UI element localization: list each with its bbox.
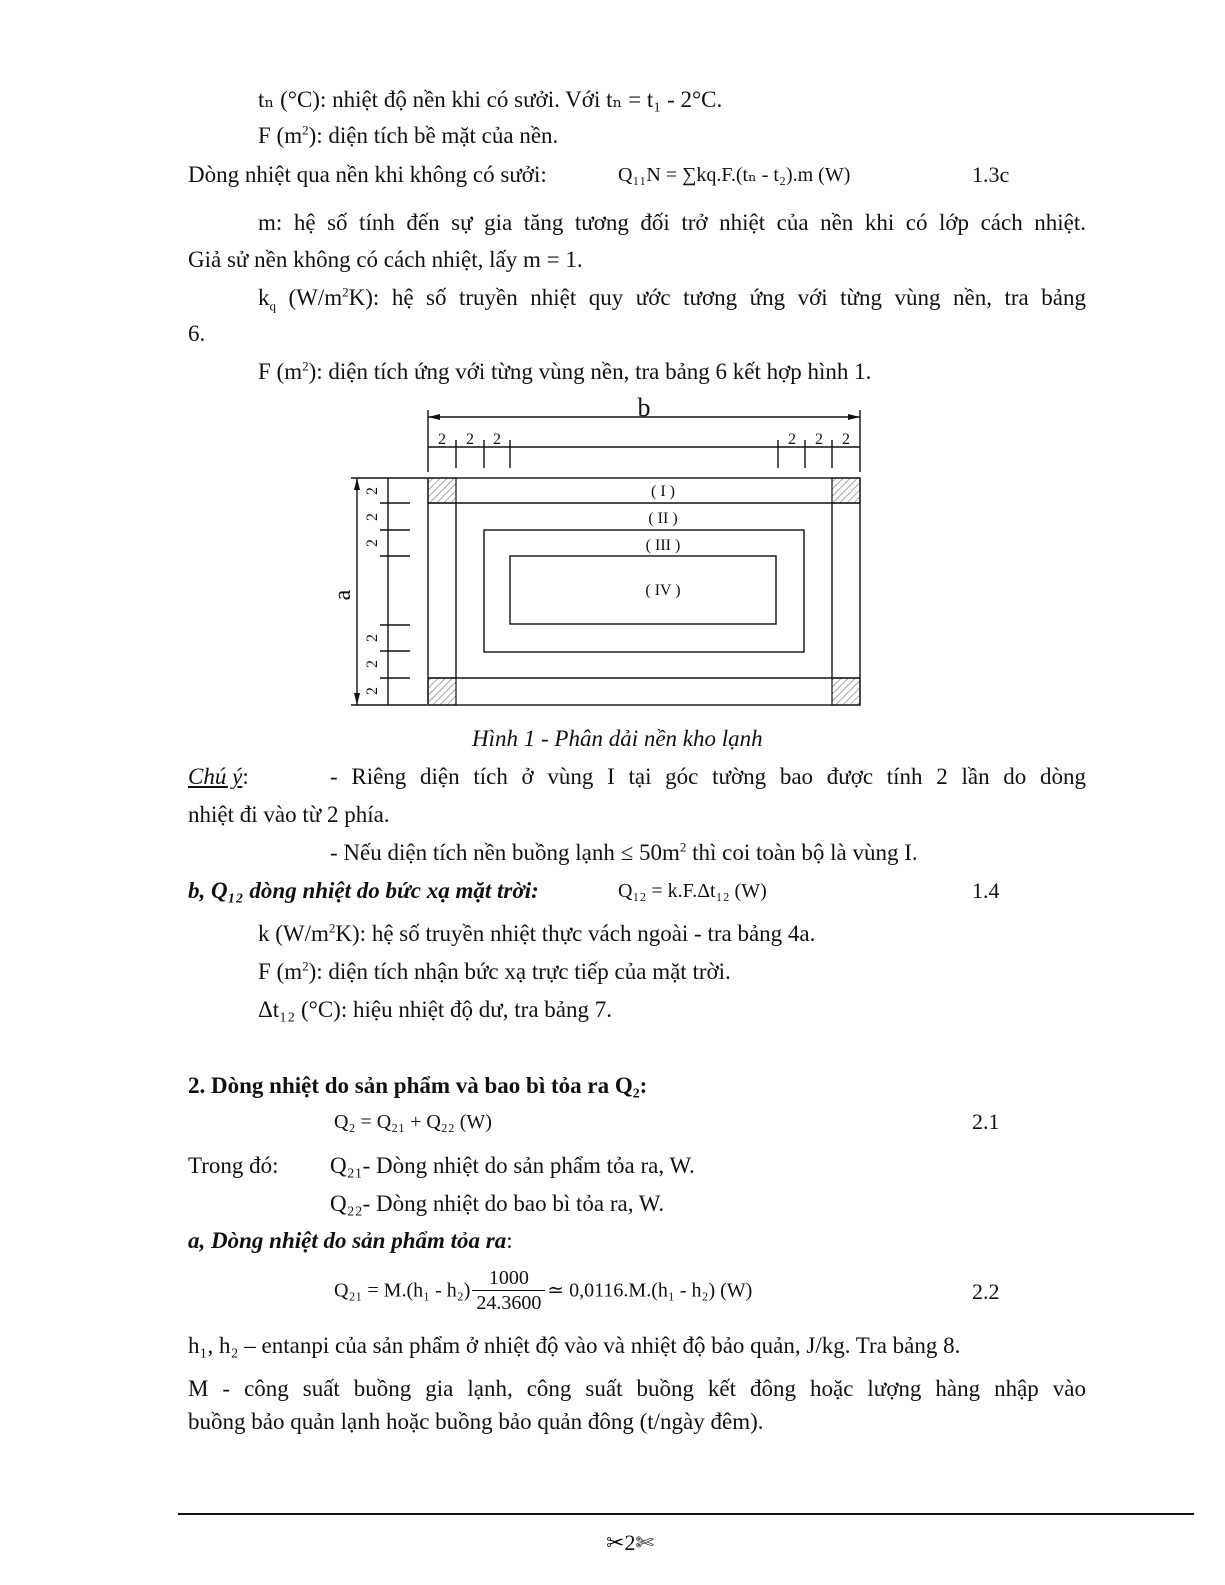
note-item-1-cont: nhiệt đi vào từ 2 phía. bbox=[188, 802, 390, 827]
figure-caption: Hình 1 - Phân dải nền kho lạnh bbox=[472, 726, 763, 751]
f-surface-sup: 2 bbox=[302, 122, 309, 138]
dim-left-6: 2 bbox=[364, 687, 381, 695]
dim-top-6: 2 bbox=[842, 431, 850, 448]
f-rad-a: F (m bbox=[258, 959, 303, 984]
q11n-equation: Q₁₁N = ∑kq.F.(tₙ - t₂).m (W) bbox=[618, 164, 851, 186]
k-b: K): hệ số truyền nhiệt thực vách ngoài - tra bảng 4a. bbox=[335, 921, 816, 946]
m-assumption: Giả sử nền không có cách nhiệt, lấy m = 1. bbox=[188, 247, 583, 272]
f-surface-a: F (m bbox=[258, 123, 303, 148]
tn-definition: tₙ (°C): nhiệt độ nền khi có sưởi. Với tₙ = t₁ - 2°C. bbox=[258, 87, 723, 112]
zone-iii-boundary bbox=[484, 530, 804, 652]
m-capacity-definition-cont: buồng bảo quản lạnh hoặc buồng bảo quản đông (t/ngày đêm). bbox=[188, 1409, 764, 1434]
subsection-b-heading: b, Q₁₂ dòng nhiệt do bức xạ mặt trời: bbox=[188, 878, 539, 903]
kq-c: K): hệ số truyền nhiệt quy ước tương ứng với từng vùng nền, tra bảng bbox=[348, 285, 1086, 310]
eq-number-1-3c: 1.3c bbox=[972, 162, 1010, 187]
dim-top-1: 2 bbox=[438, 431, 446, 448]
subsection-a-heading-line bbox=[188, 1229, 513, 1252]
q2-equation: Q₂ = Q₂₁ + Q₂₂ (W) bbox=[334, 1111, 492, 1133]
f-zone-a: F (m bbox=[258, 359, 303, 384]
section-2-heading: 2. Dòng nhiệt do sản phẩm và bao bì tỏa ra Q₂: bbox=[188, 1073, 648, 1098]
corner-hatch-bl bbox=[428, 678, 456, 705]
zone-iv-boundary bbox=[510, 556, 776, 624]
kq-definition bbox=[258, 284, 1086, 314]
zone-label-i: ( I ) bbox=[651, 483, 675, 500]
arrow-top-a bbox=[354, 478, 360, 490]
dim-left-2: 2 bbox=[364, 513, 381, 521]
dim-left-4: 2 bbox=[364, 634, 381, 642]
note2-b: thì coi toàn bộ là vùng I. bbox=[686, 840, 918, 865]
note2-a: - Nếu diện tích nền buồng lạnh ≤ 50m bbox=[330, 840, 680, 865]
note-colon: : bbox=[242, 764, 249, 789]
page-number: 2 bbox=[624, 1530, 636, 1555]
label-a: a bbox=[330, 589, 356, 601]
f-surface-b: ): diện tích bề mặt của nền. bbox=[308, 123, 559, 148]
q11n-text: Dòng nhiệt qua nền khi không có sưởi: bbox=[188, 162, 547, 187]
dt12-definition: Δt₁₂ (°C): hiệu nhiệt độ dư, tra bảng 7. bbox=[258, 997, 612, 1022]
dim-left-1: 2 bbox=[364, 487, 381, 495]
f-rad-sup: 2 bbox=[302, 958, 309, 974]
k-definition bbox=[258, 922, 815, 945]
dim-top-5: 2 bbox=[815, 431, 823, 448]
zone-label-iii: ( III ) bbox=[645, 537, 681, 554]
f-rad-b: ): diện tích nhận bức xạ trực tiếp của mặt trời. bbox=[308, 959, 731, 984]
arrow-left-b bbox=[428, 414, 440, 420]
subsection-a-heading: a, Dòng nhiệt do sản phẩm tỏa ra bbox=[188, 1228, 507, 1253]
kq-b: (W/m bbox=[276, 285, 343, 310]
kq-a: k bbox=[258, 285, 270, 310]
f-zone-line bbox=[258, 360, 871, 383]
note-label-line bbox=[188, 765, 249, 788]
kq-definition-cont: 6. bbox=[188, 321, 206, 346]
floor-zone-diagram bbox=[330, 390, 875, 720]
kq-sup: 2 bbox=[342, 284, 349, 300]
q22-definition: Q₂₂- Dòng nhiệt do bao bì tỏa ra, W. bbox=[330, 1191, 665, 1216]
outer-wall bbox=[428, 478, 860, 705]
q21-eq-right: ≃ 0,0116.M.(h₁ - h₂) (W) bbox=[547, 1279, 753, 1302]
dim-left-5: 2 bbox=[364, 660, 381, 668]
m-capacity-definition: M - công suất buồng gia lạnh, công suất buồng kết đông hoặc lượng hàng nhập vào bbox=[188, 1376, 1086, 1401]
footer-right-ornament: ✄ bbox=[635, 1530, 654, 1555]
enthalpy-definition: h₁, h₂ – entanpi của sản phẩm ở nhiệt độ vào và nhiệt độ bảo quản, J/kg. Tra bảng 8. bbox=[188, 1333, 961, 1358]
subsection-a-colon: : bbox=[506, 1228, 513, 1253]
dim-left-3: 2 bbox=[364, 539, 381, 547]
m-definition: m: hệ số tính đến sự gia tăng tương đối trở nhiệt của nền khi có lớp cách nhiệt. bbox=[258, 210, 1086, 235]
label-b: b bbox=[637, 393, 651, 422]
zone-label-iv: ( IV ) bbox=[645, 582, 681, 599]
corner-hatch-br bbox=[832, 678, 860, 705]
f-surface-line bbox=[258, 124, 558, 147]
q21-fraction-den: 24.3600 bbox=[476, 1292, 542, 1314]
k-a: k (W/m bbox=[258, 921, 329, 946]
f-zone-sup: 2 bbox=[302, 358, 309, 374]
f-radiation-definition bbox=[258, 960, 731, 983]
eq-number-2-2: 2.2 bbox=[972, 1279, 1000, 1304]
q21-fraction bbox=[472, 1268, 545, 1313]
note2-sup: 2 bbox=[679, 839, 687, 855]
q21-equation bbox=[334, 1268, 752, 1313]
note-item-1: - Riêng diện tích ở vùng I tại góc tường bao được tính 2 lần do dòng bbox=[330, 764, 1086, 789]
footer-left-ornament: ✂ bbox=[606, 1530, 625, 1555]
arrow-right-b bbox=[848, 414, 860, 420]
q12-equation: Q₁₂ = k.F.Δt₁₂ (W) bbox=[618, 880, 767, 902]
dim-top-2: 2 bbox=[466, 431, 474, 448]
eq-number-1-4: 1.4 bbox=[972, 878, 1000, 903]
note-item-2 bbox=[330, 841, 918, 864]
arrow-bottom-a bbox=[354, 693, 360, 705]
k-sup: 2 bbox=[328, 920, 336, 936]
corner-hatch-tl bbox=[428, 478, 456, 503]
trong-do-label: Trong đó: bbox=[188, 1153, 279, 1178]
dim-top-3: 2 bbox=[493, 431, 501, 448]
page-footer bbox=[560, 1530, 700, 1556]
eq-number-2-1: 2.1 bbox=[972, 1109, 1000, 1134]
q21-definition: Q₂₁- Dòng nhiệt do sản phẩm tỏa ra, W. bbox=[330, 1153, 695, 1178]
dim-top-4: 2 bbox=[788, 431, 796, 448]
corner-hatch-tr bbox=[832, 478, 860, 503]
q21-fraction-num: 1000 bbox=[472, 1268, 545, 1291]
footer-rule bbox=[178, 1513, 1194, 1515]
kq-sub: q bbox=[269, 298, 276, 314]
note-label: Chú ý bbox=[188, 764, 243, 789]
q21-eq-left: Q₂₁ = M.(h₁ - h₂) bbox=[334, 1279, 471, 1302]
zone-label-ii: ( II ) bbox=[648, 510, 678, 527]
f-zone-b: ): diện tích ứng với từng vùng nền, tra bảng 6 kết hợp hình 1. bbox=[308, 359, 872, 384]
